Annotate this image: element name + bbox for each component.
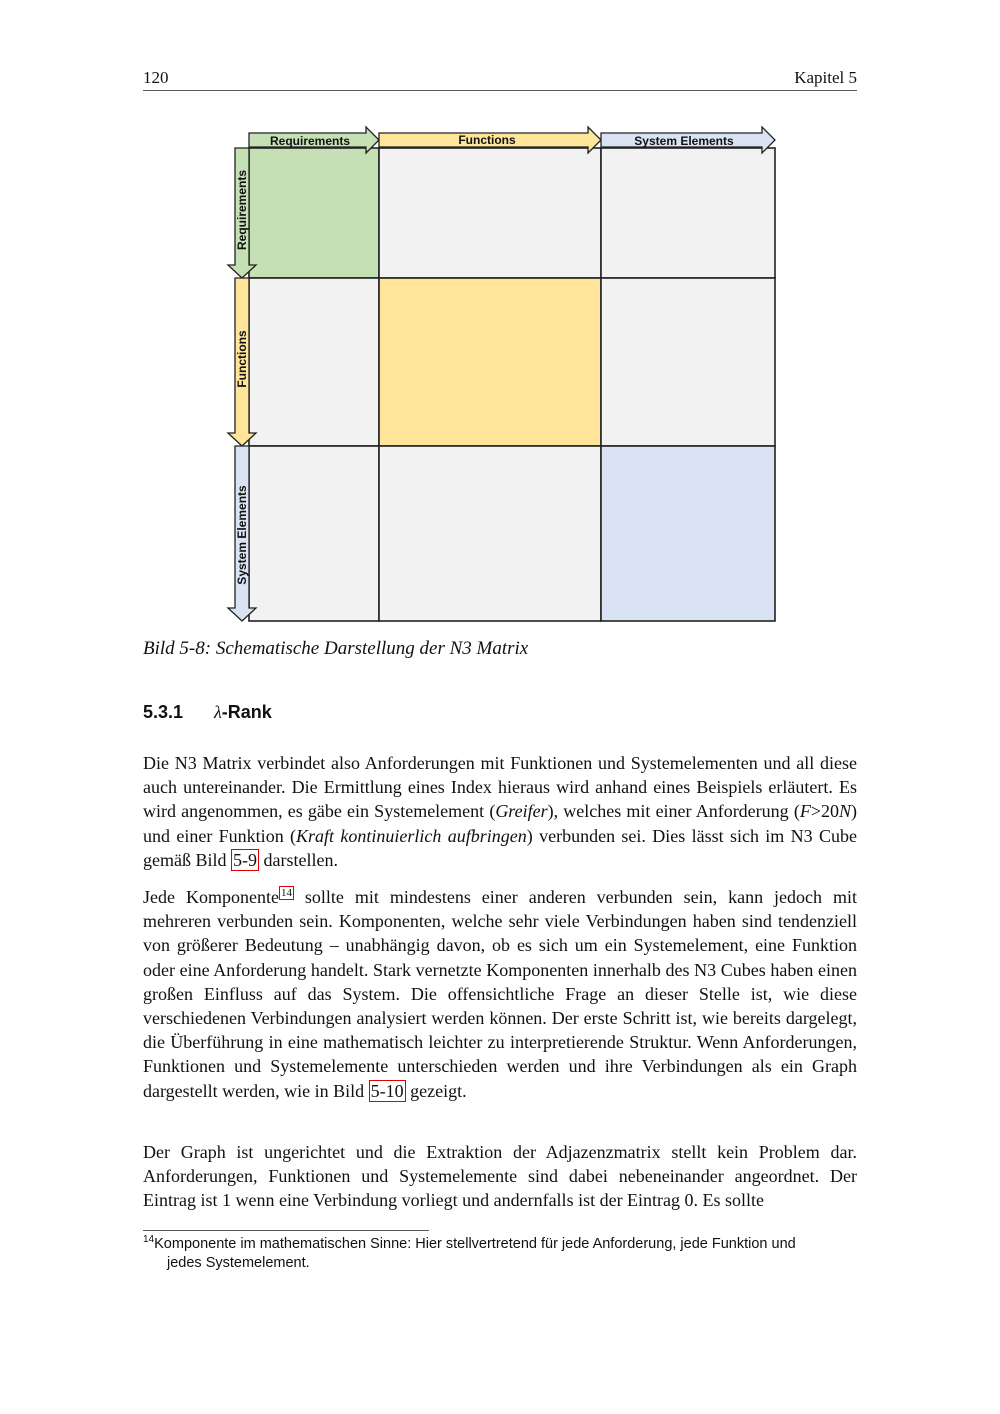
section-heading [143, 702, 272, 723]
cell-func-func [379, 278, 601, 446]
paragraph-2 [143, 885, 857, 1103]
p2-text: gezeigt. [405, 1080, 467, 1101]
row-label-requirements: Requirements [235, 169, 249, 251]
paragraph-3: Der Graph ist ungerichtet und die Extraktion der Adjazenzmatrix stellt kein Problem dar. Anforderungen, Funktionen und Systemelemente sind dabei nebeneinander angeordnet. Der Eintrag ist 1 wenn eine Verbindung vorliegt und andernfalls ist der Eintrag 0. Es sollte [143, 1142, 857, 1211]
col-label-system-elements: System Elements [634, 134, 734, 148]
p1-italic-n: N [838, 801, 851, 822]
p1-text: ) verbunden sei. Dies lässt sich im N3 Cube gemäß Bild [143, 825, 858, 870]
p1-italic-greifer: Greifer [495, 801, 548, 822]
figure-ref-link[interactable]: 5-9 [233, 849, 257, 870]
p2-text: sollte mit mindestens einer anderen verbunden sein, kann jedoch mit mehreren verbunden sein. Komponenten, welche sehr viele Verbindungen haben sind tendenziell von größerer Bedeutung – unabhängig davon, ob es sich um ein Systemelement, eine Funktion oder eine Anforderung handelt. Stark vernetzte Komponenten innerhalb des N3 Cubes haben einen großen Einfluss auf das System. Die offensichtliche Frage an dieser Stelle ist, wie diese verschiedenen Verbindungen analysiert werden können. Der erste Schritt ist, wie bereits dargelegt, die Überführung in eine mathematisch leichter zu interpretierende Struktur. Wenn Anforderungen, Funktionen und Systemelemente unterschieden werden und ihre Verbindungen als ein Graph dargestellt werden, wie in Bild [143, 887, 857, 1101]
p1-text: ), welches mit einer Anforderung ( [547, 801, 800, 822]
cell-sys-sys [601, 446, 775, 621]
p1-italic-f: F [799, 801, 811, 822]
p1-text: ) und einer Funktion ( [143, 801, 857, 846]
caption-text: : Schematische Darstellung der N3 Matrix [204, 638, 529, 659]
cell-req-func [379, 148, 601, 278]
p1-text: Die N3 Matrix verbindet also Anforderungen mit Funktionen und Systemelementen und all diese auch untereinander. Die Ermittlung eines Index hieraus wird anhand eines Beispiels erläutert. Es wird angenommen, es gäbe ein Systemelement ( [143, 753, 857, 822]
figure-ref-link[interactable]: 5-10 [370, 1080, 404, 1101]
p2-text: Jede Komponente [143, 887, 279, 907]
row-label-system-elements: System Elements [235, 485, 249, 585]
paragraph-1 [143, 751, 857, 872]
n3-matrix-figure [225, 122, 785, 627]
section-title: -Rank [221, 702, 272, 722]
section-number: 5.3.1 [143, 702, 184, 722]
footnote-number: 14 [143, 1234, 155, 1246]
footnote-ref-link[interactable]: 14 [280, 887, 292, 899]
chapter-header: Kapitel 5 [794, 68, 857, 87]
cell-func-sys [601, 278, 775, 446]
section-lambda: λ [214, 702, 222, 722]
cell-func-req [249, 278, 379, 446]
footnote [143, 1235, 857, 1273]
col-label-requirements: Requirements [269, 134, 351, 148]
page-number: 120 [143, 68, 169, 87]
cell-sys-req [249, 446, 379, 621]
footnote-line-2: jedes Systemelement. [167, 1255, 310, 1271]
figure-caption [143, 638, 528, 660]
cell-req-sys [601, 148, 775, 278]
col-label-functions: Functions [458, 133, 516, 147]
cell-req-req [249, 148, 379, 278]
caption-number: Bild 5-8 [143, 638, 205, 659]
p1-text: >20 [810, 801, 839, 822]
row-label-functions: Functions [235, 330, 249, 388]
footnote-line-1: Komponente im mathematischen Sinne: Hier stellvertretend für jede Anforderung, jede Funktion und [154, 1236, 796, 1252]
p1-italic-function: Kraft kontinuierlich aufbringen [296, 825, 527, 846]
footnote-rule [143, 1230, 429, 1231]
cell-sys-func [379, 446, 601, 621]
p1-text: darstellen. [259, 849, 338, 870]
header-rule [143, 90, 857, 91]
